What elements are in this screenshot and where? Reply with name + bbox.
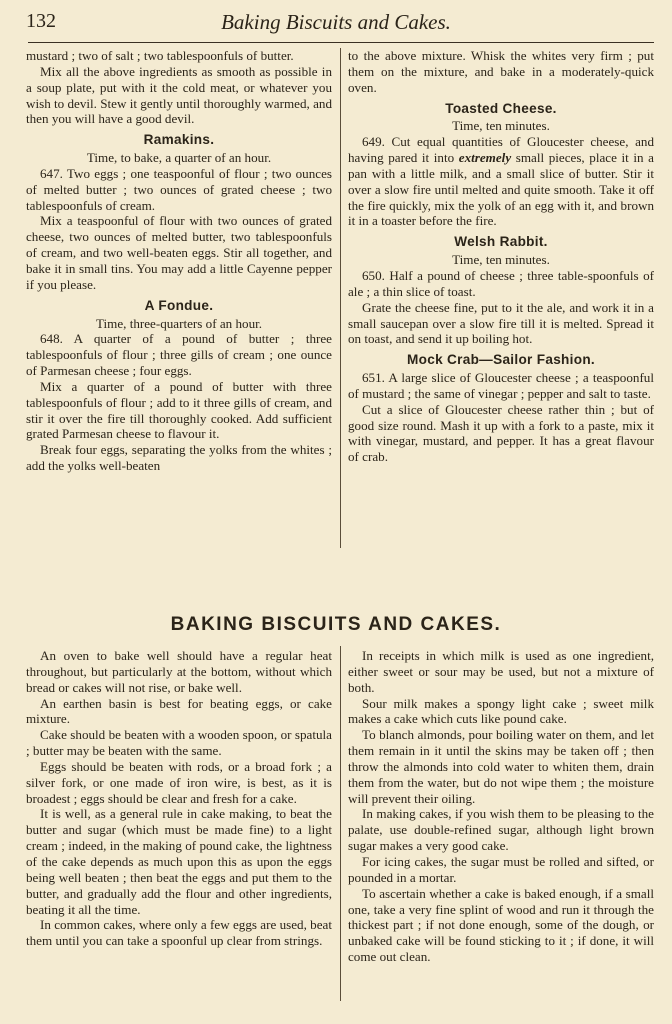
paragraph: In common cakes, where only a few eggs are used, beat them until you can take a spoonful up clear from strings. <box>26 917 332 949</box>
recipe-heading-ramakins: Ramakins. <box>143 132 215 148</box>
paragraph: Sour milk makes a spongy light cake ; sweet milk makes a cake which cuts like pound cake. <box>348 695 654 727</box>
paragraph: To blanch almonds, pour boiling water on them, and let them remain in it until the skins may be taken off ; then throw the almonds into cold water to whiten them, drain them from the water, but do not wipe them ; the moisture will prevent their oiling. <box>348 727 654 806</box>
paragraph: mustard ; two of salt ; two tablespoonfuls of butter. <box>26 48 294 63</box>
recipe-time: Time, three-quarters of an hour. <box>95 315 263 331</box>
text-run: small pieces, place it in a pan with a little milk, and a small slice of butter. Stir it over a slow fire until melted and quite smooth. Take it off the fire quickly, mix the yolk of an egg with it, and brown it in a toaster before the fire. <box>348 150 654 229</box>
text-run: 649. Cut equal quantities of Gloucester cheese, and having pared it into <box>348 134 654 166</box>
recipe-heading-welsh-rabbit: Welsh Rabbit. <box>454 234 548 250</box>
emphasis: extremely <box>458 150 512 166</box>
running-head: Baking Biscuits and Cakes. <box>221 10 451 34</box>
header-rule <box>28 42 654 43</box>
paragraph: In receipts in which milk is used as one ingredient, either sweet or sour may be used, but not a mixture of both. <box>348 648 654 695</box>
column-divider-bottom <box>340 646 341 1001</box>
paragraph: Mix a quarter of a pound of butter with three tablespoonfuls of flour ; add to it three gills of cream, and stir it over the fire till thoroughly cooked. Add sufficient grated Parmesan cheese to flavour it. <box>26 378 332 442</box>
section-title: BAKING BISCUITS AND CAKES. <box>170 614 502 635</box>
paragraph: To ascertain whether a cake is baked enough, if a small one, take a very fine splint of wood and run it through the thickest part ; if not done enough, some of the dough, or unbaked cake will be found sticking to it ; if done, it will come out clean. <box>348 885 654 965</box>
paragraph: Break four eggs, separating the yolks from the whites ; add the yolks well-beaten <box>26 442 332 474</box>
paragraph: For icing cakes, the sugar must be rolled and sifted, or pounded in a mortar. <box>348 853 654 885</box>
paragraph: An earthen basin is best for beating eggs, or cake mixture. <box>26 695 332 727</box>
paragraph: It is well, as a general rule in cake making, to beat the butter and sugar (which must be made fine) to a light cream ; indeed, in the making of pound cake, the lightness of the cake depends as much upon this as upon the eggs being well beaten ; then beat the eggs and put them to the butter, and gradually add the flour and other ingredients, beating it all the time. <box>26 806 332 917</box>
recipe-time: Time, ten minutes. <box>452 118 550 134</box>
recipe-time: Time, to bake, a quarter of an hour. <box>86 150 272 166</box>
paragraph: Cake should be beaten with a wooden spoon, or spatula ; butter may be beaten with the same. <box>26 727 332 759</box>
paragraph: Mix all the above ingredients as smooth as possible in a soup plate, put with it the cold meat, or whatever you wish to devil. Stew it gently until thoroughly warmed, and then you will have a good devil. <box>26 63 332 127</box>
paragraph: An oven to bake well should have a regular heat throughout, but particularly at the bottom, without which bread or cakes will not rise, or bake well. <box>26 648 332 695</box>
paragraph: to the above mixture. Whisk the whites very firm ; put them on the mixture, and bake in a moderately-quick oven. <box>348 48 654 95</box>
recipe-heading-mock-crab: Mock Crab—Sailor Fashion. <box>406 352 596 368</box>
paragraph: Mix a teaspoonful of flour with two ounces of grated cheese, two ounces of melted butter, two tablespoonfuls of cream, and two well-beaten eggs. Stir all together, and bake it in small tins. You may add a little Cayenne pepper if you please. <box>26 213 332 292</box>
column-right-top <box>348 48 654 465</box>
paragraph: 647. Two eggs ; one teaspoonful of flour ; two ounces of melted butter ; two ounces of grated cheese ; two tablespoonfuls of cream. <box>26 165 332 213</box>
paragraph: 651. A large slice of Gloucester cheese ; a teaspoonful of mustard ; the same of vinegar ; pepper and salt to taste. <box>348 370 654 401</box>
column-divider-top <box>340 48 341 548</box>
column-left-top <box>26 48 332 474</box>
column-right-bottom <box>348 648 654 965</box>
paragraph: In making cakes, if you wish them to be pleasing to the palate, use double-refined sugar, although light brown sugar makes a very good cake. <box>348 806 654 854</box>
paragraph: Grate the cheese fine, put to it the ale, and work it in a small saucepan over a slow fire till it is melted. Spread it on toast, and send it up boiling hot. <box>348 299 654 347</box>
recipe-heading-fondue: A Fondue. <box>144 297 214 313</box>
recipe-time: Time, ten minutes. <box>452 252 550 268</box>
recipe-heading-toasted-cheese: Toasted Cheese. <box>445 100 557 116</box>
paragraph: 650. Half a pound of cheese ; three table-spoonfuls of ale ; a thin slice of toast. <box>348 267 654 299</box>
paragraph <box>348 134 654 229</box>
paragraph: Cut a slice of Gloucester cheese rather thin ; but of good size round. Mash it up with a fork to a paste, mix it with vinegar, mustard, and pepper. It has a great flavour of crab. <box>348 401 654 465</box>
paragraph: Eggs should be beaten with rods, or a broad fork ; a silver fork, or one made of iron wire, is best, as it is broadest ; eggs should be clear and fresh for a cake. <box>26 758 332 806</box>
paragraph: 648. A quarter of a pound of butter ; three tablespoonfuls of flour ; three gills of cream ; one ounce of Parmesan cheese ; four eggs. <box>26 331 332 379</box>
page-number: 132 <box>26 10 56 32</box>
column-left-bottom <box>26 648 332 949</box>
